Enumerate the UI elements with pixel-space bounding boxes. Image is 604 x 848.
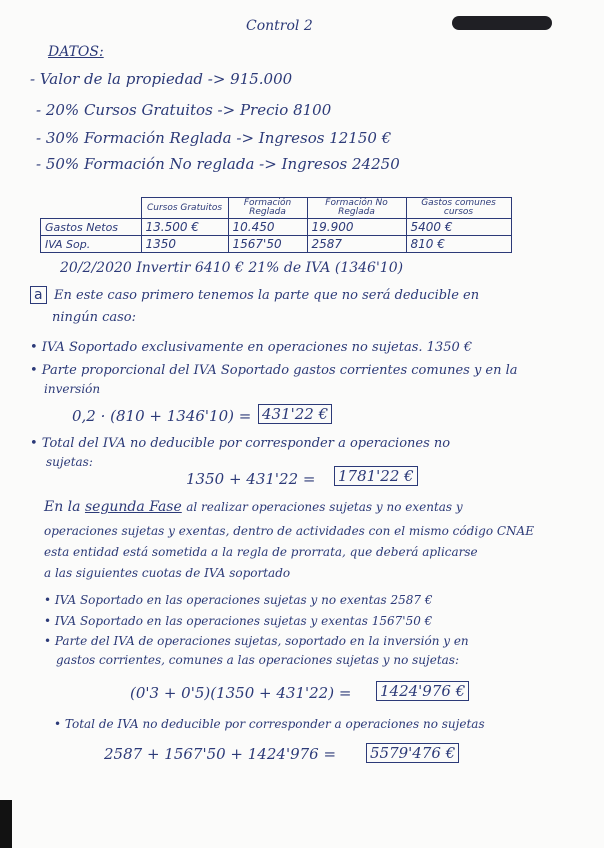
result-box: 1781'22 € (334, 466, 418, 486)
section-a-intro: En este caso primero tenemos la parte que no será deducible en (54, 288, 480, 303)
table-header: Formación No Reglada (307, 198, 406, 219)
table-cell: 10.450 (228, 219, 307, 236)
datos-item: - Valor de la propiedad -> 915.000 (30, 70, 293, 88)
table-cell: 19.900 (307, 219, 406, 236)
section-a-marker: a (30, 286, 47, 304)
section-a-bullet: • Parte proporcional del IVA Soportado gastos corrientes comunes y en la (30, 363, 518, 378)
calc-line: 2587 + 1567'50 + 1424'976 = (104, 745, 337, 763)
table-header: Cursos Gratuitos (141, 198, 228, 219)
section-a-bullet: sujetas: (46, 455, 93, 469)
table-cell: 2587 (307, 236, 406, 253)
section-b-line: a las siguientes cuotas de IVA soportado (44, 566, 291, 580)
section-a-bullet: • Total del IVA no deducible por corresponder a operaciones no (30, 436, 451, 451)
table-cell: 1350 (141, 236, 228, 253)
result-box: 431'22 € (258, 404, 332, 424)
section-a-intro: ningún caso: (52, 310, 137, 325)
row-label: Gastos Netos (41, 219, 142, 236)
result-box: 5579'476 € (366, 743, 459, 763)
table-cell: 810 € (406, 236, 511, 253)
section-b-line: operaciones sujetas y exentas, dentro de actividades con el mismo código CNAE (44, 524, 534, 538)
page-title: Control 2 (246, 18, 313, 34)
row-label: IVA Sop. (41, 236, 142, 253)
date-note: 20/2/2020 Invertir 6410 € 21% de IVA (1346'10) (60, 260, 404, 276)
datos-item: - 50% Formación No reglada -> Ingresos 24250 (36, 155, 400, 173)
table-row (41, 236, 512, 253)
datos-item: - 20% Cursos Gratuitos -> Precio 8100 (36, 101, 332, 119)
dark-edge (0, 800, 12, 848)
calc-line: (0'3 + 0'5)(1350 + 431'22) = (130, 684, 352, 702)
section-b-bullet: gastos corrientes, comunes a las operaciones sujetas y no sujetas: (56, 653, 459, 667)
calc-line: 0,2 · (810 + 1346'10) = (72, 407, 252, 425)
table-corner (41, 198, 142, 219)
section-b-bullet: • Total de IVA no deducible por corresponder a operaciones no sujetas (54, 717, 485, 731)
table-cell: 5400 € (406, 219, 511, 236)
table-row (41, 219, 512, 236)
section-b-underlined: segunda Fase (84, 499, 182, 515)
section-b-bullet: • Parte del IVA de operaciones sujetas, soportado en la inversión y en (44, 634, 469, 648)
datos-heading: DATOS: (48, 44, 104, 60)
redacted-name (452, 16, 552, 30)
datos-item: - 30% Formación Reglada -> Ingresos 12150 € (36, 129, 392, 147)
section-b-line: esta entidad está sometida a la regla de prorrata, que deberá aplicarse (44, 545, 478, 559)
table-cell: 13.500 € (141, 219, 228, 236)
table-header: Formación Reglada (228, 198, 307, 219)
table-cell: 1567'50 (228, 236, 307, 253)
result-box: 1424'976 € (376, 681, 469, 701)
section-b-line (44, 499, 463, 515)
section-a-bullet: inversión (44, 382, 101, 396)
expenses-table (40, 197, 512, 253)
table-header: Gastos comunes cursos (406, 198, 511, 219)
section-b-bullet: • IVA Soportado en las operaciones sujetas y no exentas 2587 € (44, 593, 433, 607)
table-header-row (41, 198, 512, 219)
section-b-text: al realizar operaciones sujetas y no exentas y (186, 500, 463, 514)
section-b-bullet: • IVA Soportado en las operaciones sujetas y exentas 1567'50 € (44, 614, 433, 628)
section-b-text: En la (44, 499, 81, 515)
section-a-bullet: • IVA Soportado exclusivamente en operaciones no sujetas. 1350 € (30, 340, 473, 355)
calc-line: 1350 + 431'22 = (186, 470, 316, 488)
